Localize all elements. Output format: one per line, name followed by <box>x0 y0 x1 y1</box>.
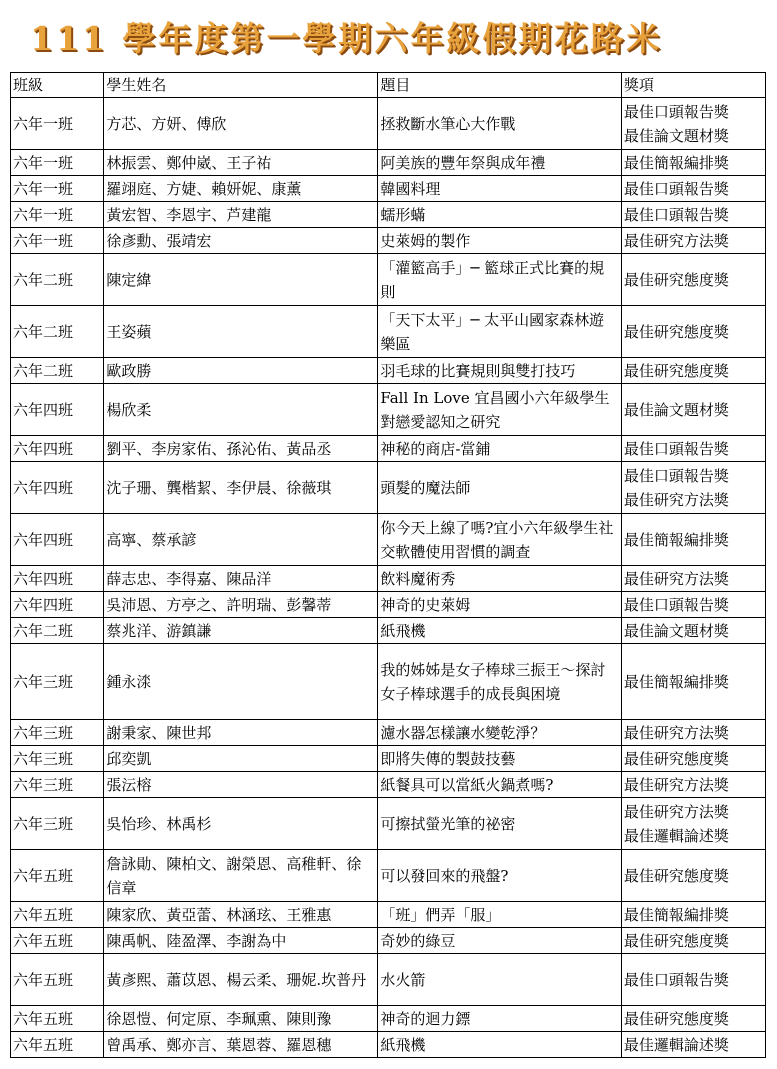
award-label: 最佳論文題材獎 <box>623 621 729 640</box>
cell-class: 六年三班 <box>11 720 104 746</box>
table-row <box>11 566 766 592</box>
cell-class: 六年五班 <box>11 1032 104 1058</box>
cell-class: 六年五班 <box>11 954 104 1006</box>
cell-class: 六年五班 <box>11 902 104 928</box>
cell-topic: 神奇的迴力鏢 <box>378 1006 622 1032</box>
cell-award <box>621 514 765 566</box>
table-row <box>11 306 766 358</box>
cell-award <box>621 254 765 306</box>
header-class: 班級 <box>11 73 104 98</box>
award-label: 最佳研究態度獎 <box>623 361 729 380</box>
cell-student-names: 方芯、方妍、傅欣 <box>104 98 378 150</box>
award-label: 最佳口頭報告獎 <box>623 466 729 485</box>
cell-student-names: 陳禹帆、陸盈澤、李謝為中 <box>104 928 378 954</box>
award-label: 最佳論文題材獎 <box>623 126 729 145</box>
cell-award <box>621 592 765 618</box>
cell-class: 六年三班 <box>11 798 104 850</box>
cell-topic: 神奇的史萊姆 <box>378 592 622 618</box>
header-award: 獎項 <box>621 73 765 98</box>
award-label: 最佳研究方法獎 <box>623 775 729 794</box>
cell-topic: 蠕形蟎 <box>378 202 622 228</box>
award-label: 最佳簡報編排獎 <box>623 153 729 172</box>
cell-student-names: 張沄榕 <box>104 772 378 798</box>
cell-topic: 濾水器怎樣讓水變乾淨？ <box>378 720 622 746</box>
cell-award <box>621 150 765 176</box>
cell-class: 六年四班 <box>11 514 104 566</box>
cell-student-names: 謝秉家、陳世邦 <box>104 720 378 746</box>
table-row <box>11 358 766 384</box>
cell-topic: 頭髮的魔法師 <box>378 462 622 514</box>
table-row <box>11 746 766 772</box>
cell-class: 六年一班 <box>11 176 104 202</box>
table-row <box>11 720 766 746</box>
cell-award <box>621 618 765 644</box>
cell-class: 六年二班 <box>11 254 104 306</box>
cell-award <box>621 850 765 902</box>
cell-topic: 紙餐具可以當紙火鍋煮嗎? <box>378 772 622 798</box>
cell-topic: 羽毛球的比賽規則與雙打技巧 <box>378 358 622 384</box>
cell-award <box>621 902 765 928</box>
table-row <box>11 928 766 954</box>
table-row <box>11 202 766 228</box>
cell-class: 六年三班 <box>11 772 104 798</box>
cell-student-names: 陳家欣、黃亞蕾、林涵玹、王雅惠 <box>104 902 378 928</box>
cell-award <box>621 566 765 592</box>
cell-award <box>621 1006 765 1032</box>
cell-student-names: 徐恩愷、何定原、李珮熏、陳則豫 <box>104 1006 378 1032</box>
table-row <box>11 772 766 798</box>
cell-topic: 飲料魔術秀 <box>378 566 622 592</box>
table-row <box>11 384 766 436</box>
cell-award <box>621 798 765 850</box>
cell-class: 六年五班 <box>11 1006 104 1032</box>
cell-class: 六年四班 <box>11 384 104 436</box>
cell-class: 六年二班 <box>11 618 104 644</box>
cell-student-names: 曾禹承、鄭亦言、葉恩蓉、羅恩穗 <box>104 1032 378 1058</box>
award-label: 最佳口頭報告獎 <box>623 595 729 614</box>
cell-student-names: 羅翊庭、方婕、賴妍妮、康薰 <box>104 176 378 202</box>
cell-class: 六年三班 <box>11 644 104 720</box>
award-label: 最佳研究態度獎 <box>623 270 729 289</box>
cell-award <box>621 98 765 150</box>
cell-class: 六年四班 <box>11 462 104 514</box>
table-row <box>11 618 766 644</box>
cell-student-names: 吳怡珍、林禹杉 <box>104 798 378 850</box>
award-label: 最佳邏輯論述獎 <box>623 1035 729 1054</box>
award-label: 最佳研究方法獎 <box>623 490 729 509</box>
cell-class: 六年二班 <box>11 306 104 358</box>
cell-topic: 「天下太平」─ 太平山國家森林遊樂區 <box>378 306 622 358</box>
table-row <box>11 954 766 1006</box>
cell-class: 六年一班 <box>11 98 104 150</box>
award-label: 最佳研究方法獎 <box>623 802 729 821</box>
table-row <box>11 462 766 514</box>
award-label: 最佳口頭報告獎 <box>623 970 729 989</box>
table-row <box>11 150 766 176</box>
cell-class: 六年三班 <box>11 746 104 772</box>
cell-topic: 「灌籃高手」─ 籃球正式比賽的規則 <box>378 254 622 306</box>
cell-student-names: 鍾永渁 <box>104 644 378 720</box>
cell-topic: 神秘的商店-當鋪 <box>378 436 622 462</box>
table-row <box>11 514 766 566</box>
cell-student-names: 吳沛恩、方亭之、許明瑞、彭馨蒂 <box>104 592 378 618</box>
cell-topic: 奇妙的綠豆 <box>378 928 622 954</box>
table-row <box>11 228 766 254</box>
cell-award <box>621 1032 765 1058</box>
cell-award <box>621 202 765 228</box>
table-row <box>11 98 766 150</box>
cell-topic: 拯救斷水筆心大作戰 <box>378 98 622 150</box>
award-label: 最佳研究態度獎 <box>623 866 729 885</box>
cell-award <box>621 720 765 746</box>
cell-award <box>621 928 765 954</box>
award-label: 最佳研究方法獎 <box>623 231 729 250</box>
cell-topic: 史萊姆的製作 <box>378 228 622 254</box>
cell-topic: 水火箭 <box>378 954 622 1006</box>
header-topic: 題目 <box>378 73 622 98</box>
cell-topic: Fall In Love 宜昌國小六年級學生對戀愛認知之研究 <box>378 384 622 436</box>
cell-class: 六年二班 <box>11 358 104 384</box>
award-label: 最佳口頭報告獎 <box>623 102 729 121</box>
table-row <box>11 798 766 850</box>
table-row <box>11 592 766 618</box>
cell-student-names: 林振雲、鄭仲崴、王子祐 <box>104 150 378 176</box>
cell-student-names: 薛志忠、李得嘉、陳品洋 <box>104 566 378 592</box>
cell-class: 六年一班 <box>11 228 104 254</box>
table-row <box>11 254 766 306</box>
award-label: 最佳口頭報告獎 <box>623 179 729 198</box>
cell-student-names: 邱奕凱 <box>104 746 378 772</box>
award-label: 最佳研究態度獎 <box>623 931 729 950</box>
cell-student-names: 陳定緯 <box>104 254 378 306</box>
cell-topic: 紙飛機 <box>378 618 622 644</box>
cell-student-names: 楊欣柔 <box>104 384 378 436</box>
cell-class: 六年一班 <box>11 150 104 176</box>
cell-topic: 韓國料理 <box>378 176 622 202</box>
cell-student-names: 高寧、蔡承諺 <box>104 514 378 566</box>
table-body <box>11 98 766 1058</box>
cell-award <box>621 462 765 514</box>
table-row <box>11 176 766 202</box>
cell-class: 六年一班 <box>11 202 104 228</box>
award-label: 最佳研究方法獎 <box>623 569 729 588</box>
cell-award <box>621 746 765 772</box>
award-label: 最佳口頭報告獎 <box>623 205 729 224</box>
cell-student-names: 徐彥勳、張靖宏 <box>104 228 378 254</box>
award-label: 最佳研究態度獎 <box>623 322 729 341</box>
cell-award <box>621 772 765 798</box>
award-label: 最佳簡報編排獎 <box>623 530 729 549</box>
cell-student-names: 王姿蘋 <box>104 306 378 358</box>
award-label: 最佳研究態度獎 <box>623 1009 729 1028</box>
award-label: 最佳邏輯論述獎 <box>623 826 729 845</box>
award-label: 最佳論文題材獎 <box>623 400 729 419</box>
cell-topic: 你今天上線了嗎?宜小六年級學生社交軟體使用習慣的調查 <box>378 514 622 566</box>
table-row <box>11 850 766 902</box>
awards-table <box>10 72 766 1058</box>
cell-award <box>621 644 765 720</box>
cell-award <box>621 954 765 1006</box>
page-title: 111 學年度第一學期六年級假期花路米 <box>30 19 663 58</box>
header-names: 學生姓名 <box>104 73 378 98</box>
cell-topic: 可擦拭螢光筆的祕密 <box>378 798 622 850</box>
table-row <box>11 644 766 720</box>
table-row <box>11 1006 766 1032</box>
cell-award <box>621 306 765 358</box>
cell-student-names: 黃彥熙、蕭苡恩、楊云柔、珊妮.坎普丹 <box>104 954 378 1006</box>
award-label: 最佳簡報編排獎 <box>623 905 729 924</box>
cell-student-names: 沈子珊、龔楷絜、李伊晨、徐薇琪 <box>104 462 378 514</box>
cell-topic: 可以發回來的飛盤? <box>378 850 622 902</box>
table-row <box>11 902 766 928</box>
cell-topic: 即將失傳的製鼓技藝 <box>378 746 622 772</box>
cell-student-names: 詹詠勛、陳柏文、謝榮恩、高稚軒、徐信章 <box>104 850 378 902</box>
award-label: 最佳研究方法獎 <box>623 723 729 742</box>
cell-class: 六年五班 <box>11 928 104 954</box>
table-header-row <box>11 73 766 98</box>
cell-class: 六年四班 <box>11 436 104 462</box>
cell-student-names: 蔡兆洋、游鎮謙 <box>104 618 378 644</box>
cell-student-names: 劉平、李房家佑、孫沁佑、黃品丞 <box>104 436 378 462</box>
cell-topic: 我的姊姊是女子棒球三振王～探討女子棒球選手的成長與困境 <box>378 644 622 720</box>
cell-student-names: 歐政勝 <box>104 358 378 384</box>
cell-award <box>621 358 765 384</box>
cell-award <box>621 384 765 436</box>
cell-award <box>621 436 765 462</box>
cell-class: 六年五班 <box>11 850 104 902</box>
award-label: 最佳研究態度獎 <box>623 749 729 768</box>
cell-topic: 「班」們弄「服」 <box>378 902 622 928</box>
award-label: 最佳口頭報告獎 <box>623 439 729 458</box>
award-label: 最佳簡報編排獎 <box>623 672 729 691</box>
cell-student-names: 黃宏智、李恩宇、芦建龍 <box>104 202 378 228</box>
cell-class: 六年四班 <box>11 592 104 618</box>
table-row <box>11 1032 766 1058</box>
cell-award <box>621 176 765 202</box>
cell-topic: 紙飛機 <box>378 1032 622 1058</box>
cell-class: 六年四班 <box>11 566 104 592</box>
table-row <box>11 436 766 462</box>
cell-topic: 阿美族的豐年祭與成年禮 <box>378 150 622 176</box>
cell-award <box>621 228 765 254</box>
